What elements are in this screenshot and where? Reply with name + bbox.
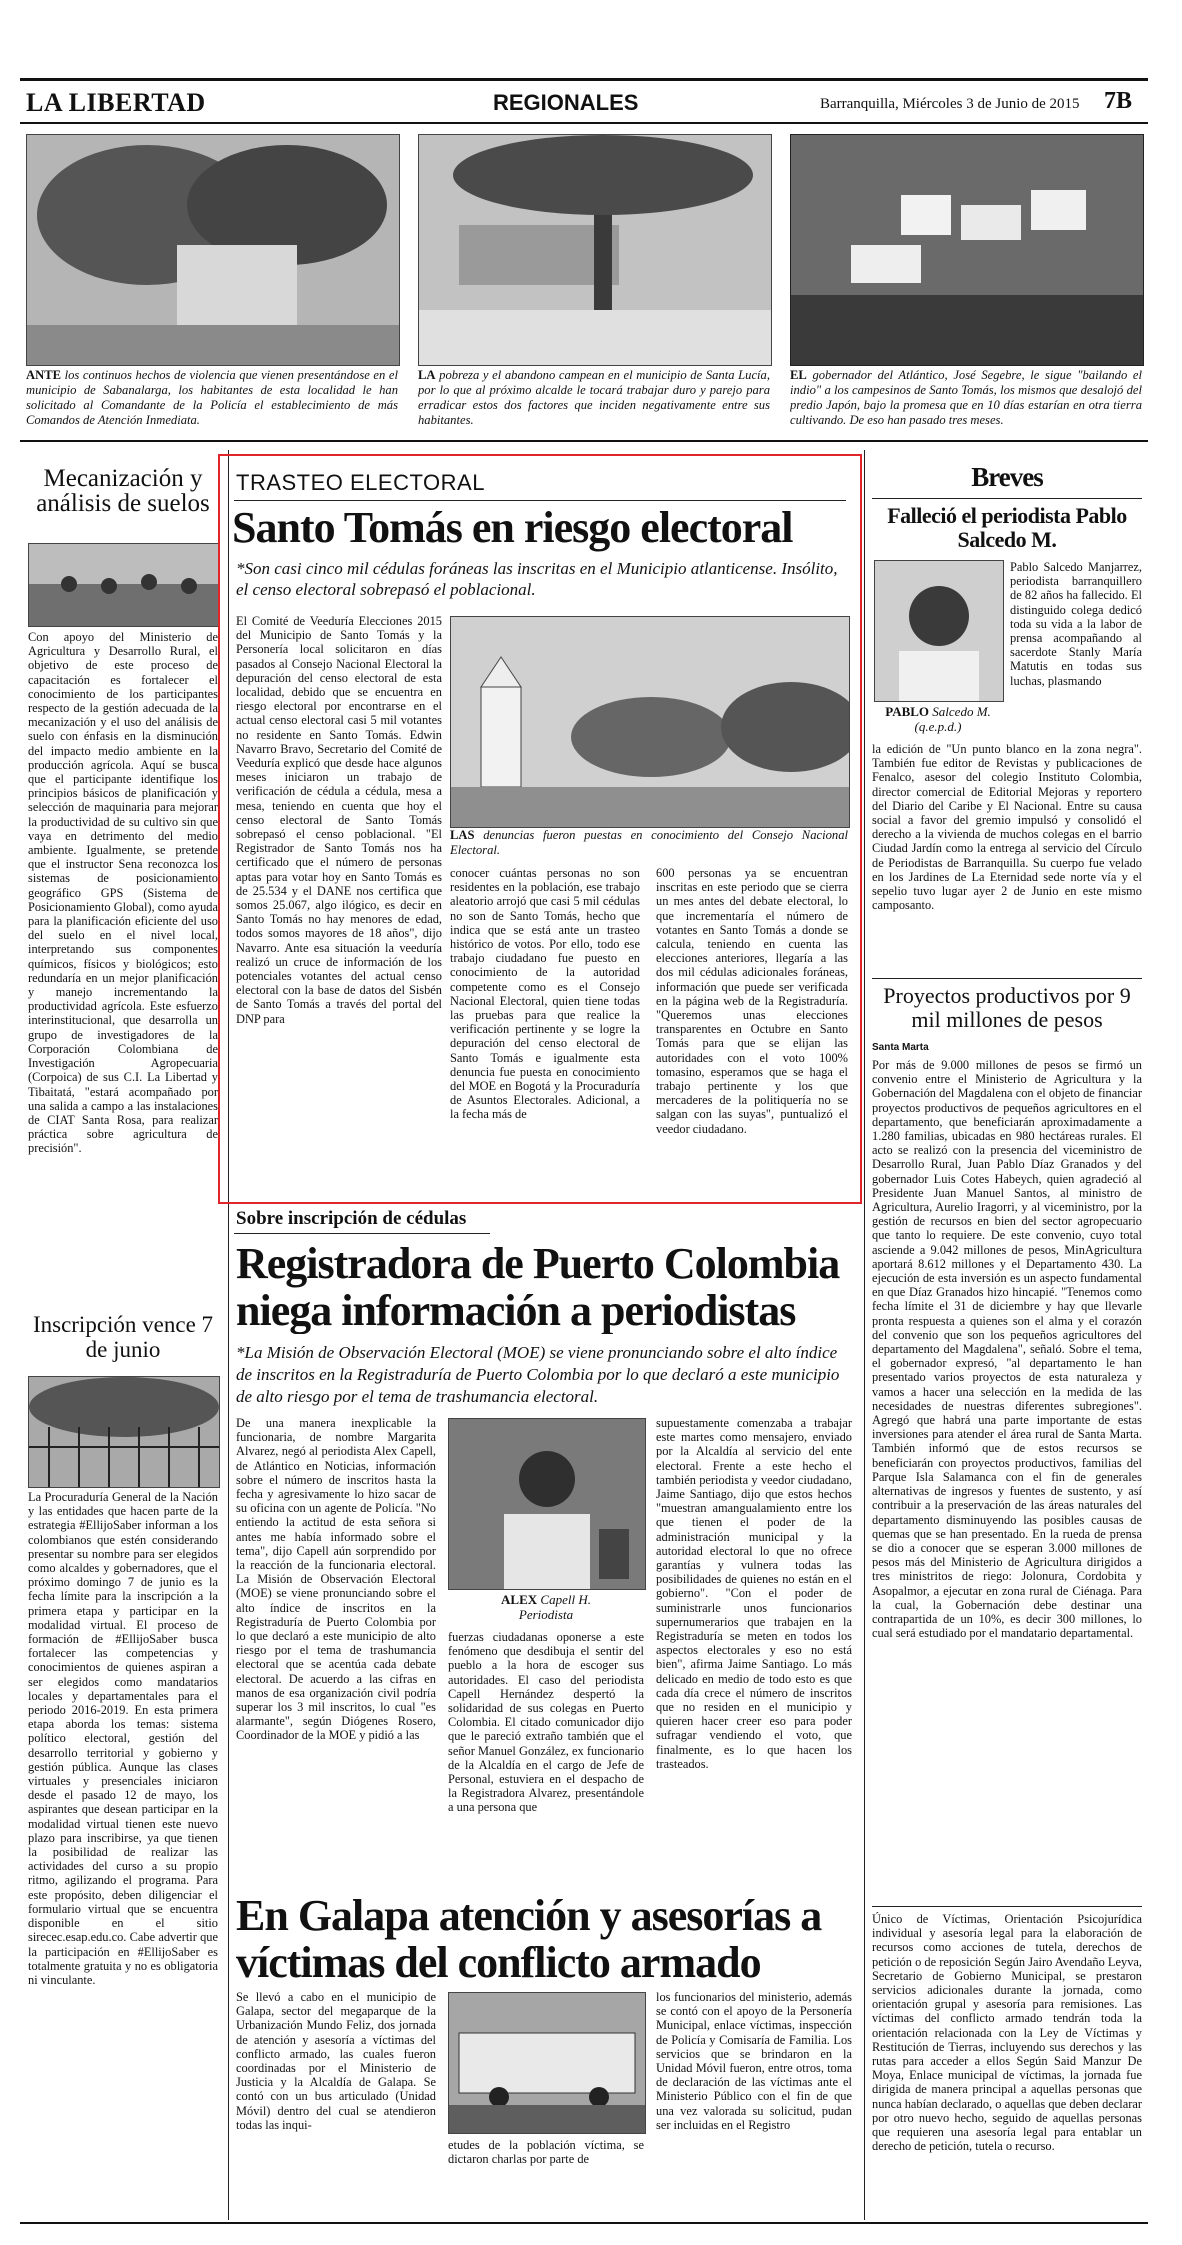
pablo-salcedo-caption: PABLO Salcedo M. (q.e.p.d.) bbox=[885, 704, 991, 734]
brief3-body: Único de Víctimas, Orientación Psicojurídica individual y asesoría legal para la elaboración de recursos como acciones de tutela, derechos de petición o de reposición Según Jairo Avendaño Leyva, Secretario de Gobierno Municipal, se prestaron servicios adicionales durante la jornada, como orientación grupal y asesoría para remisiones. Las víctimas del conflicto armado tendrán toda la orientación relacionada con la Ley de Víctimas y Restitución de Tierras, incluyendo sus derechos y las rutas para acceder a ellos Según Said Manzur De Moya, Enlace municipal de víctimas, la jornada fue dirigida de manera principal a aquellas personas que nunca habían declarado, o aquellas que deben declarar por otro nuevo hecho, seguido de aquellas personas que requieren una asesoría legal para entablar un derecho de petición, tutela o recurso. bbox=[872, 1912, 1142, 2154]
mobile-unit-illustration bbox=[449, 1993, 645, 2133]
fence-photo bbox=[28, 1376, 220, 1488]
feature-photo-caption: LAS denuncias fueron puestas en conocimiento del Consejo Nacional Electoral. bbox=[450, 828, 848, 857]
sabanalarga-caption: ANTE los continuos hechos de violencia que vienen presentándose en el municipio de Sabanalarga, los habitantes de esta localidad le han solicitado al Comandante de la Policía el establecimiento de más Comandos de Atención Inmediata. bbox=[26, 368, 398, 427]
page-number: 7B bbox=[1104, 88, 1133, 114]
registradora-col1: De una manera inexplicable la funcionaria, de nombre Margarita Alvarez, negó al periodista Alex Capell, de Atlántico en Noticias, información sobre el número de inscritos hasta la fecha y agresivamente lo hizo sacar de su oficina con un agente de Policía. "No entiendo la actitud de esta señora si antes me había informado sobre el tema", dijo Capell aún sorprendido por la reacción de la funcionaria electoral. La Misión de Observación Electoral (MOE) se viene pronunciando sobre el alto índice de inscritos en la Registraduría de Puerto Colombia por lo que declaró a este municipio de alto riesgo por el tema de trashumancia electoral que se acentúa cada debate electoral. De acuerdo a las cifras en manos de esa organización civil podría superar los 3 mil inscritos, lo cual "es alarmante", según Diógenes Rosero, Coordinador de la MOE y pidió a las bbox=[236, 1416, 436, 1743]
inscripcion-body: La Procuraduría General de la Nación y las entidades que hacen parte de la estrategia #EllijoSaber informan a los colombianos que estén considerando presentar su nombre para ser elegidos como alcaldes y gobernadores, que el próximo domingo 7 de junio es la fecha límite para la inscripción a la primera etapa y participar en la modalidad virtual. El proceso de formación de #EllijoSaber busca fortalecer las competencias y conocimientos de quienes aspiran a ser elegidos como mandatarios locales y departamentales para el periodo 2016-2019. En esta primera etapa aborda los temas: sistema político electoral, gestión del desarrollo territorial y gobierno y gestión pública. Aunque las clases virtuales y presenciales iniciaron desde el pasado 12 de mayo, los aspirantes que desean participar en la modalidad virtual tienen este nuevo plazo para inscribirse, ya que tienen la posibilidad de realizar las actividades del curso a su propio ritmo, agilizando el programa. Para este propósito, deben diligenciar el formulario virtual que se encuentra disponible en el sitio sirecec.esap.edu.co. Cabe advertir que la participación en #EllijoSaber es totalmente gratuita y no es obligatoria ni vinculante. bbox=[28, 1490, 218, 1987]
galapa-col1: Se llevó a cabo en el municipio de Galapa, sector del megaparque de la Urbanización Mundo Feliz, dos jornada de atención y asesoría a víctimas del conflicto armado, las cuales fueron coordinadas por el Ministerio de Justicia y la Alcaldía de Galapa. Se contó con un bus articulado (Unidad Móvil) dentro del cual se atendieron todas las inqui- bbox=[236, 1990, 436, 2132]
classroom-illustration bbox=[29, 544, 219, 626]
section-name: REGIONALES bbox=[493, 90, 639, 115]
brief2-title: Proyectos productivos por 9 mil millones de pesos bbox=[883, 984, 1131, 1032]
trees-house-illustration bbox=[27, 135, 399, 365]
galapa-photo bbox=[448, 1992, 646, 2134]
registradora-col3: supuestamente comenzaba a trabajar este martes como mensajero, enviado por la Alcaldía al servicio del ente electoral. Frente a este hecho el también periodista y veedor ciudadano, Jaime Santiago, dijo que estos hechos "muestran amangualamiento entre los que tienen el poder de la administración municipal y la autoridad electoral lo que no ofrece garantías y vulnera todas las posibilidades de quienes no están en el gobierno". "Con el poder de suministrarle unos funcionarios supernumerarios que trabajen en la Registraduría se meten en todos los aspectos electorales y eso no está bien", afirma Jaime Santiago. Lo más delicado en medio de todo esto es que cada día crece el número de inscritos que no residen en el municipio y quieren hacer creer eso para poder sufragar vendiendo el voto, que finalmente, es lo que hacen los trasteados. bbox=[656, 1416, 852, 1771]
alex-capell-caption: ALEX Capell H. Periodista bbox=[501, 1592, 591, 1622]
brief1-body-bottom: la edición de "Un punto blanco en la zona negra". También fue editor de Revistas y publicaciones de Fenalco, asesor del colegio Instituto Colombia, director comercial de Editorial Mejoras y reportero del Diario del Caribe y El Nacional. Entre su causa social a favor del gremio impulsó y consolidó el derecho a la vivienda de muchos colegas en el barrio Ciudad Jardín como la entrega al servicio del Círculo de Periodistas de Barranquilla. Su cuerpo fue velado en los Jardines de La Eternidad sede norte vía y el sepelio tuvo lugar ayer 2 de Junio en este mismo camposanto. bbox=[872, 742, 1142, 913]
galapa-col2: etudes de la población víctima, se dictaron charlas por parte de bbox=[448, 2138, 644, 2167]
santo-tomas-protest-photo bbox=[790, 134, 1144, 366]
feature-kicker: TRASTEO ELECTORAL bbox=[236, 470, 485, 495]
feature-deck: *Son casi cinco mil cédulas foráneas las inscritas en el Municipio atlanticense. Insólito, el censo electoral sobrepasó el poblacional. bbox=[236, 559, 838, 599]
church-square-illustration bbox=[451, 617, 849, 827]
registradora-deck: *La Misión de Observación Electoral (MOE) se viene pronunciando sobre el alto índice de inscritos en la Registraduría de Puerto Colombia por lo que declaró a este municipio de alto riesgo por el tema de trashumancia electoral. bbox=[236, 1343, 840, 1406]
street-tree-illustration bbox=[419, 135, 771, 365]
protest-crowd-illustration bbox=[791, 135, 1143, 365]
pablo-salcedo-photo bbox=[874, 560, 1004, 702]
inscripcion-title: Inscripción vence 7 de junio bbox=[32, 1312, 214, 1362]
fence-illustration bbox=[29, 1377, 219, 1487]
mecanizacion-title: Mecanización y análisis de suelos bbox=[36, 466, 210, 516]
dateline: Barranquilla, Miércoles 3 de Junio de 2015 bbox=[820, 96, 1080, 112]
registradora-headline: Registradora de Puerto Colombia niega información a periodistas bbox=[236, 1240, 840, 1334]
feature-col1: El Comité de Veeduría Elecciones 2015 del Municipio de Santo Tomás y la Personería local solicitaron en días pasados al Consejo Nacional Electoral la depuración del censo electoral de esta localidad, debido que se encuentra en riesgo electoral por encontrarse en el actual censo electoral casi 5 mil votantes no residente en Santo Tomás. Edwin Navarro Bravo, Secretario del Comité de Veeduría explicó que desde hace algunos meses iniciaron un trabajo de verificación de cédula a cédula, mesa a mesa, teniendo en cuenta que hoy el censo electoral de Santo Tomás sobrepasó el censo poblacional. "El Registrador de Santo Tomás nos ha certificado que el número de personas aptas para votar hoy en Santo Tomás es de 25.534 y el DANE nos certifica que somos 25.067, algo ilógico, es decir en Santo Tomás no hay menores de edad, todos somos mayores de 18 años", dijo Navarro. Ante esa situación la veeduría realizó un cruce de información de los potenciales votantes del actual censo electoral con la base de datos del Sisbén de Santo Tomás a través del portal del DNP para bbox=[236, 614, 442, 1026]
santa-lucia-photo bbox=[418, 134, 772, 366]
galapa-headline: En Galapa atención y asesorías a víctimas del conflicto armado bbox=[236, 1892, 822, 1986]
feature-col3: 600 personas ya se encuentran inscritas en este periodo que se cierra un mes antes del debate electoral, lo que incrementaría el número de votantes en Santo Tomás a donde se calcula, teniendo en cuenta las elecciones anteriores, llegaría a las dos mil cédulas adicionales foráneas, información que puede ser verificada en la página web de la Registraduría. "Queremos unas elecciones transparentes en Octubre en Santo Tomás para que se elijan las autoridades con el voto 100% tomasino, esperamos que se haga el trabajo pertinente y los que mercaderes de la politiquería no se salgan con las suyas", puntualizó el veedor ciudadano. bbox=[656, 866, 848, 1136]
galapa-col3: los funcionarios del ministerio, además se contó con el apoyo de la Personería Municipal, enlace víctimas, inspección de Policía y Comisaría de Familia. Los servicios que se brindaron en la Unidad Móvil fueron, entre otros, toma de declaración de las víctimas ante el Ministerio Público con el fin de que una vez valorada su solicitud, pudan ser incluidas en el Registro bbox=[656, 1990, 852, 2132]
brief2-body: Por más de 9.000 millones de pesos se firmó un convenio entre el Ministerio de Agricultura y la Gobernación del Magdalena con el objeto de financiar proyectos productivos de pequeños agricultores en el departamento, que beneficiarán aproximadamente a 1.280 familias, ubicadas en 980 hectáreas rurales. El acto se realizó con la presencia del viceministro de Desarrollo Rural, Juan Pablo Díaz Granados y del gobernador Luis Cotes Habeych, quien agradeció al Presidente Juan Manuel Santos, al ministro de Agricultura, Aurelio Iragorri, y al viceministro, por la gestión de recursos en bien del sector agropecuario que tanto lo requiere. De este convenio, cuyo total asciende a 9.042 millones de pesos, MinAgricultura aportará 8.612 millones y el Departamento 430. La ejecución de esta inversión es un aspecto fundamental en que Díaz Granados hizo hincapié. "Tenemos como fecha límite el 31 de diciembre y hay que llevarle pronta respuesta a quienes son el alma y el corazón del convenio que son los pequeños agricultores del departamento del Magdalena", señaló. Sobre el tema, el gobernador expresó, "al departamento le han presentado varios proyectos de esta naturaleza y vamos a hacer una selección en la medida de las necesidades de nuestras diferentes subregiones". Agregó que habrá una parte importante de estas inversiones para atender el área rural de Santa Marta. También informó que de estos recursos se beneficiarán con proyectos productivos, familias del Parque Isla Salamanca con el fin de generales alternativas de ingresos y fuentes de sustento, y así contribuir a la preservación de las áreas naturales del departamento disminuyendo las posibles causas de quemas que se han presentado. En la rueda de prensa se dio a conocer que se esperan 3.000 millones de pesos más del Ministerio de Agricultura dirigidos a tres ministritos de riego: Jolonura, Cordobita y Asopalmor, a ejecutar en zona rural de Ciénaga. Para la cual, la Gobernación debe destinar una contrapartida de un 10%, es decir 300 millones, lo cual será estudiado por el mandatario departamental. bbox=[872, 1058, 1142, 1641]
brief1-title: Falleció el periodista Pablo Salcedo M. bbox=[887, 504, 1127, 552]
feature-col2: conocer cuántas personas no son residentes en la población, ese trabajo aleatorio arrojó que casi 5 mil cédulas no son de Santo Tomás, hecho que indica que se está ante un trasteo histórico de votos. Por ello, todo ese trabajo ciudadano fue puesto en conocimiento de la autoridad competente como es el Consejo Nacional Electoral, quien tiene todas las pruebas para que realice la verificación pertinente y se logre la depuración del censo electoral de Santo Tomás e igualmente esta denuncia fue puesta en conocimiento del MOE en Bogotá y la Procuraduría de Asuntos Electorales. Adicional, a la fecha más de bbox=[450, 866, 640, 1122]
brief1-body-top: Pablo Salcedo Manjarrez, periodista barranquillero de 82 años ha fallecido. El distinguido colega dedicó toda su vida a la labor de prensa acompañando al sacerdote Stanly María Matutis en todas sus luchas, plasmando bbox=[1010, 560, 1142, 688]
feature-headline: Santo Tomás en riesgo electoral bbox=[232, 503, 793, 552]
santo-tomas-church-photo bbox=[450, 616, 850, 828]
mecanizacion-body: Con apoyo del Ministerio de Agricultura y Desarrollo Rural, el objetivo de este proceso de capacitación es fortalecer el conocimiento de los participantes respecto de la gestión adecuada de la mecanización y el uso del análisis de suelo con énfasis en la disminución del impacto medio ambiente en la producción agrícola. Aquí se busca que el participante identifique los principios básicos de planificación y selección de maquinaria para mejorar la productividad de su cultivo sin que vaya en detrimento del medio ambiente. Igualmente, se pretende que el instructor Sena reconozca los sistemas de posicionamiento geográfico GPS (Sistema de Posicionamiento Global), como ayuda para la planificación eficiente del uso del suelo en el nivel local, interpretando sus componentes químicos, físicos y biológicos; esto redundaría en un mejor planificación y manejo incrementando la productividad agrícola. Este esfuerzo interinstitucional, que desarrolla un grupo de investigadores de la Corporación Colombiana de Investigación Agropecuaria (Corpoica) de sus C.I. La Libertad y Tibaitatá, "estará acompañado por una salida a campo a las instalaciones de CIAT Santa Rosa, para realizar práctica sobre agricultura de precisión". bbox=[28, 630, 218, 1156]
classroom-photo bbox=[28, 543, 220, 627]
santa-lucia-caption: LA pobreza y el abandono campean en el municipio de Santa Lucía, por lo que al próximo alcalde le tocará trabajar duro y parejo para erradicar estos dos factores que inciden negativamente entre sus habitantes. bbox=[418, 368, 770, 427]
journalist-illustration bbox=[449, 1419, 645, 1589]
sabanalarga-photo bbox=[26, 134, 400, 366]
registradora-kicker: Sobre inscripción de cédulas bbox=[236, 1208, 467, 1229]
alex-capell-photo bbox=[448, 1418, 646, 1590]
portrait-illustration bbox=[875, 561, 1003, 701]
brief2-dateline: Santa Marta bbox=[872, 1042, 929, 1053]
santo-tomas-protest-caption: EL gobernador del Atlántico, José Segebre, le sigue "bailando el indio" a los campesinos de Santo Tomás, los mismos que desalojó del predio Japón, bajo la promesa que en 10 días estarían en otra tierra cultivando. De eso han pasado tres meses. bbox=[790, 368, 1142, 427]
breves-section-title: Breves bbox=[971, 464, 1043, 492]
registradora-col2: fuerzas ciudadanas oponerse a este fenómeno que desdibuja el sentir del pueblo a la hora de escoger sus autoridades. El caso del periodista Capell Hernández despertó la solidaridad de sus colegas en Puerto Colombia. El citado comunicador dijo que le pareció extraño también que el señor Manuel González, ex funcionario de la Alcaldía en el cargo de Jefe de Personal, estuviera en el despacho de la Registradora Alvarez, presentándole a una persona que bbox=[448, 1630, 644, 1815]
newspaper-name: LA LIBERTAD bbox=[26, 88, 206, 117]
